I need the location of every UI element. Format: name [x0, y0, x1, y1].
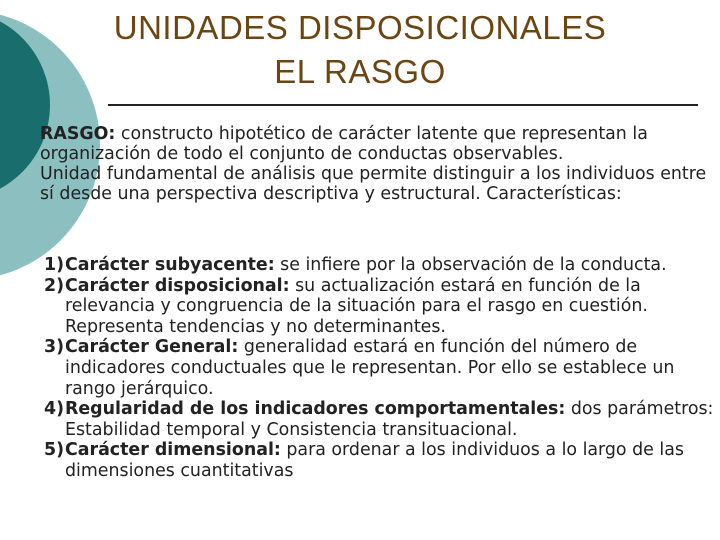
- item-number: 1): [44, 255, 65, 275]
- checkmark-icon: ✓: [8, 124, 22, 143]
- item-number: 2): [44, 275, 65, 296]
- title-underline: [108, 104, 698, 106]
- bullet-item-rasgo: [8, 124, 713, 164]
- list-item: [44, 337, 716, 399]
- bullet-text: [40, 164, 713, 204]
- item-term: Carácter dimensional:: [65, 440, 281, 461]
- item-description: se infiere por la observación de la conducta.: [274, 255, 667, 275]
- item-term: Carácter disposicional:: [65, 275, 290, 296]
- slide-title-line-2: EL RASGO: [274, 53, 446, 90]
- item-number: 4): [44, 399, 65, 420]
- item-description: dos parámetros: Estabilidad temporal y Consistencia transituacional.: [65, 399, 714, 440]
- slide-title-line-1: UNIDADES DISPOSICIONALES: [113, 9, 607, 46]
- item-description: para ordenar a los individuos a lo largo de las dimensiones cuantitativas: [65, 440, 684, 481]
- item-number: 3): [44, 337, 65, 358]
- item-text: [65, 440, 716, 481]
- list-item: [44, 440, 716, 481]
- bullet-text: [40, 124, 713, 164]
- checkmark-icon: ✓: [8, 164, 22, 183]
- item-text: [65, 337, 716, 399]
- bullet-description: Unidad fundamental de análisis que permite distinguir a los individuos entre sí desde una perspectiva descriptiva y estructural. Características:: [40, 164, 707, 204]
- bullet-list: [8, 124, 713, 204]
- list-item: [44, 255, 716, 276]
- list-item: [44, 276, 716, 338]
- item-term: Carácter General:: [65, 337, 239, 358]
- item-text: [65, 255, 716, 276]
- item-text: [65, 276, 716, 338]
- item-description: generalidad estará en función del número de indicadores conductuales que le representan. Por ello se establece un rango jerárquico.: [65, 337, 675, 399]
- bullet-item-unidad: [8, 164, 713, 204]
- item-description: su actualización estará en función de la relevancia y congruencia de la situación para el rasgo en cuestión. Representa tendencias y no determinantes.: [65, 275, 648, 337]
- item-number: 5): [44, 440, 65, 461]
- bullet-term: RASGO:: [40, 124, 116, 144]
- item-term: Regularidad de los indicadores comportamentales:: [65, 399, 566, 420]
- bullet-description: constructo hipotético de carácter latente que representan la organización de todo el conjunto de conductas observables.: [40, 124, 648, 164]
- characteristics-list: [44, 255, 716, 482]
- item-term: Carácter subyacente:: [65, 255, 275, 275]
- list-item: [44, 399, 716, 440]
- item-text: [65, 399, 716, 440]
